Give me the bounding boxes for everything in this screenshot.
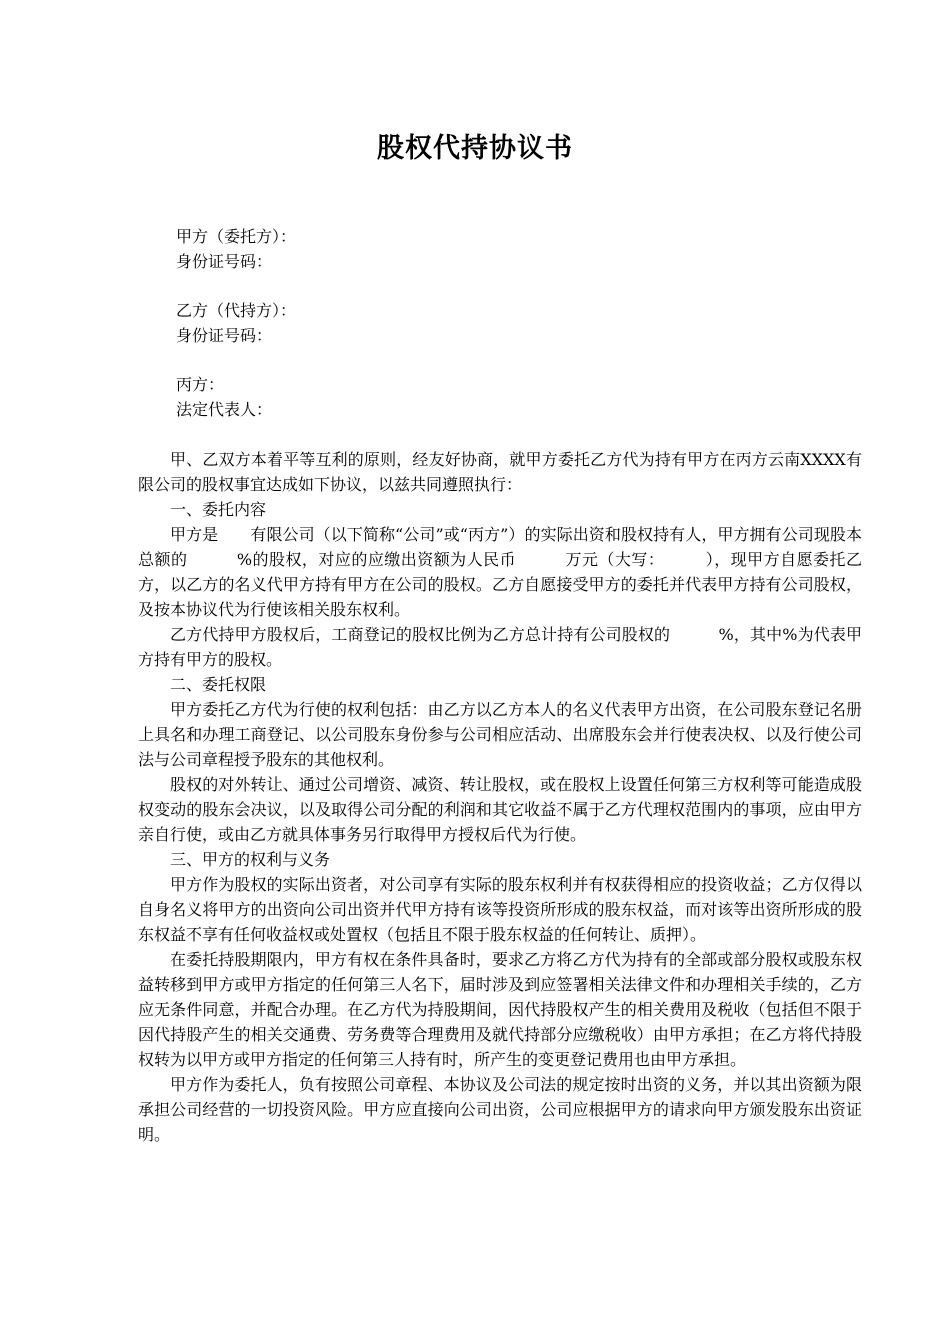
party-b-id-label: 身份证号码： xyxy=(176,326,273,345)
party-b-label: 乙方（代持方）： xyxy=(176,301,297,320)
party-c-label: 丙方： xyxy=(176,375,225,394)
section-2-heading: 二、委托权限 xyxy=(170,675,267,694)
section-3-paragraph-2: 在委托持股期限内，甲方有权在条件具备时，要求乙方将乙方代为持有的全部或部分股权或股东权益转移到甲方或甲方指定的任何第三人名下，届时涉及到应签署相关法律文件和办理相关手续的，乙方应无条件同意，并配合办理。在乙方代为持股期间，因代持股权产生的相关费用及税收（包括但不限于因代持股产生的相关交通费、劳务费等合理费用及就代持部分应缴税收）由甲方承担；在乙方将代持股权转为以甲方或甲方指定的任何第三人持有时，所产生的变更登记费用也由甲方承担。 xyxy=(138,950,862,1069)
section-1-heading: 一、委托内容 xyxy=(170,500,267,519)
section-2-paragraph-2: 股权的对外转让、通过公司增资、减资、转让股权，或在股权上设置任何第三方权利等可能造成股权变动的股东会决议，以及取得公司分配的利润和其它收益不属于乙方代理权范围内的事项，应由甲方亲自行使，或由乙方就具体事务另行取得甲方授权后代为行使。 xyxy=(138,775,862,844)
party-a-id-label: 身份证号码： xyxy=(176,252,273,271)
agreement-body xyxy=(138,447,862,1147)
document-title: 股权代持协议书 xyxy=(377,133,573,164)
party-a-label: 甲方（委托方）： xyxy=(176,227,297,246)
section-1-paragraph-2: 乙方代持甲方股权后，工商登记的股权比例为乙方总计持有公司股权的 %，其中%为代表甲方持有甲方的股权。 xyxy=(138,625,862,669)
intro-paragraph: 甲、乙双方本着平等互利的原则，经友好协商，就甲方委托乙方代为持有甲方在丙方云南XXXX有限公司的股权事宜达成如下协议，以兹共同遵照执行： xyxy=(138,450,862,494)
party-c-rep-label: 法定代表人： xyxy=(176,400,273,419)
section-2-paragraph-1: 甲方委托乙方代为行使的权利包括：由乙方以乙方本人的名义代表甲方出资，在公司股东登记名册上具名和办理工商登记、以公司股东身份参与公司相应活动、出席股东会并行使表决权、以及行使公司法与公司章程授予股东的其他权利。 xyxy=(138,700,862,769)
spacer xyxy=(176,274,776,298)
parties-block xyxy=(176,224,776,422)
section-3-heading: 三、甲方的权利与义务 xyxy=(170,850,331,869)
section-3-paragraph-3: 甲方作为委托人，负有按照公司章程、本协议及公司法的规定按时出资的义务，并以其出资额为限承担公司经营的一切投资风险。甲方应直接向公司出资，公司应根据甲方的请求向甲方颁发股东出资证明。 xyxy=(138,1075,862,1144)
section-1-paragraph-1: 甲方是 有限公司（以下简称“公司”或“丙方”）的实际出资和股权持有人，甲方拥有公司现股本总额的 %的股权，对应的应缴出资额为人民币 万元（大写： ），现甲方自愿委托乙方，以乙方的名义代甲方持有甲方在公司的股权。乙方自愿接受甲方的委托并代表甲方持有公司股权，及按本协议代为行使该相关股东权利。 xyxy=(138,525,862,619)
spacer xyxy=(176,348,776,372)
section-3-paragraph-1: 甲方作为股权的实际出资者，对公司享有实际的股东权利并有权获得相应的投资收益；乙方仅得以自身名义将甲方的出资向公司出资并代甲方持有该等投资所形成的股东权益，而对该等出资所形成的股东权益不享有任何收益权或处置权（包括且不限于股东权益的任何转让、质押）。 xyxy=(138,875,862,944)
